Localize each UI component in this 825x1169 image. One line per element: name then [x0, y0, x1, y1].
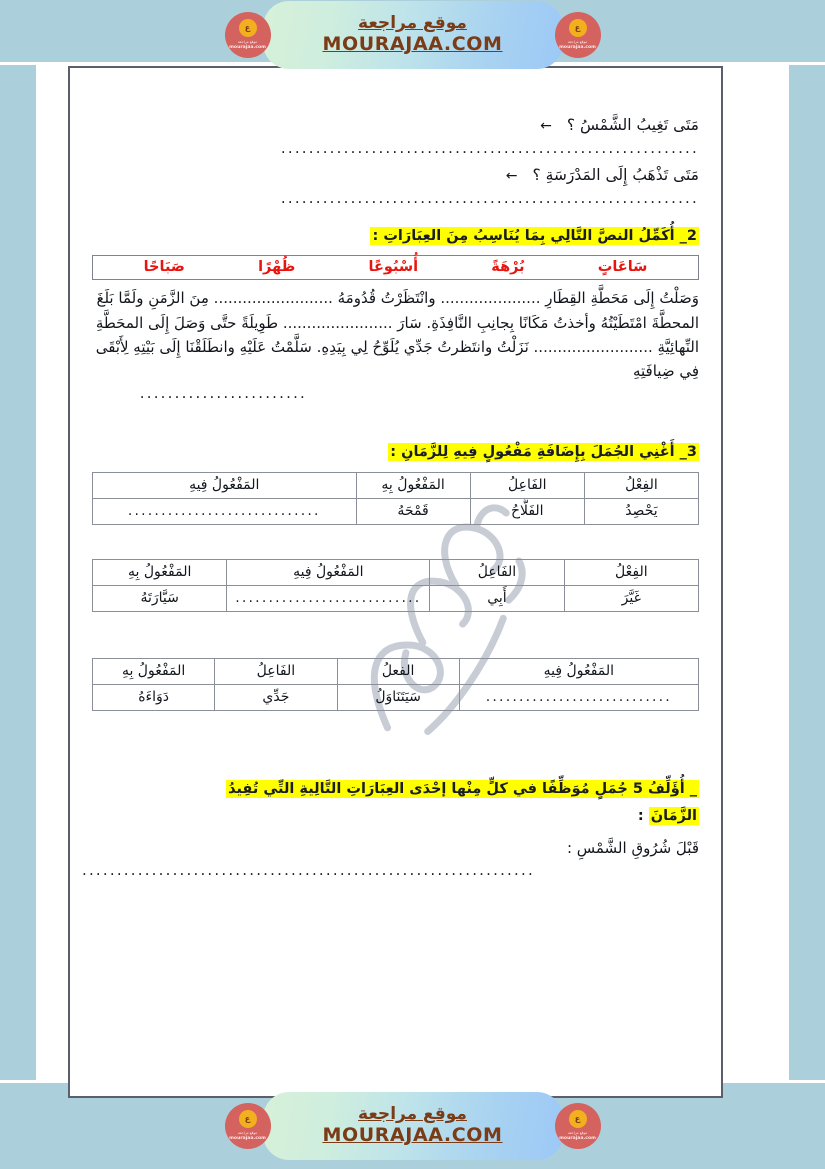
banner-site-url: MOURAJAA.COM — [322, 1124, 503, 1147]
worksheet-sheet — [68, 66, 723, 1098]
right-color-band — [789, 0, 825, 1169]
paragraph-trailing-line[interactable]: ........................ — [139, 383, 307, 402]
table-blank-cell[interactable]: ............................. — [93, 498, 357, 524]
section4-heading-line1: _ أُؤَلِّفُ 5 جُمَلٍ مُوَظِّفًا في كلٍّ مِنْها إحْدَى العِبَارَاتِ التَّالِيةِ التِّي تُفِيدُ — [228, 780, 697, 797]
logo-caption-url: mourajaa.com — [229, 1135, 266, 1141]
grammar-table-2 — [92, 559, 699, 612]
logo-caption — [559, 40, 596, 51]
table-blank-cell[interactable]: ............................ — [459, 684, 698, 710]
logo-badge-icon: ع — [569, 19, 587, 37]
logo-caption-url: mourajaa.com — [559, 44, 596, 50]
paragraph-blank[interactable]: ..................... — [440, 289, 541, 308]
paragraph-blank[interactable]: ......................... — [533, 337, 653, 356]
table-row — [93, 684, 699, 710]
grammar-table-2-wrap — [92, 559, 699, 612]
logo-caption — [229, 40, 266, 51]
banner-pill-top — [263, 1, 563, 69]
arrow-icon: ← — [505, 168, 518, 184]
section4-heading-colon: : — [637, 808, 649, 825]
table-blank-cell[interactable]: ............................ — [227, 585, 430, 611]
section2-heading-block — [92, 224, 699, 249]
answer-line[interactable]: ............................................................ — [280, 139, 699, 158]
table-header-cell: الفِعْلُ — [584, 472, 698, 498]
table-header-cell: الفَاعِلُ — [430, 559, 564, 585]
spacer — [92, 616, 699, 656]
table-cell: يَحْصِدُ — [584, 498, 698, 524]
logo-caption-arabic: موقع مراجعة — [237, 39, 258, 44]
banner-title-arabic: موقع مراجعة — [358, 1104, 467, 1125]
left-color-band — [0, 0, 36, 1169]
vocab-word: صَبَاحًا — [143, 259, 185, 276]
question-row — [92, 114, 699, 137]
question-text: مَتَى تَغِيبُ الشَّمْسُ ؟ — [566, 116, 699, 134]
table-header-row — [93, 559, 699, 585]
section4-heading-block — [92, 777, 699, 802]
table-header-cell: الفعلُ — [337, 658, 459, 684]
table-header-cell: الفَاعِلُ — [215, 658, 337, 684]
spacer — [92, 529, 699, 557]
brand-logo-left — [555, 12, 601, 58]
question-text: مَتَى تَذْهَبُ إِلَى المَدْرَسَةِ ؟ — [532, 166, 699, 184]
table-header-cell: المَفْعُولُ فِيهِ — [459, 658, 698, 684]
vocabulary-word-box — [92, 255, 699, 280]
grammar-table-3-wrap — [92, 658, 699, 711]
section4-answer-line[interactable]: ................................................................. — [82, 861, 535, 880]
paragraph-blank[interactable]: ......................... — [213, 289, 333, 308]
cloze-paragraph — [92, 286, 699, 383]
table-header-cell: المَفْعُولُ بِهِ — [93, 559, 227, 585]
table-cell: جَدِّي — [215, 684, 337, 710]
table-row — [93, 498, 699, 524]
table-cell: سَيَّارَتَهُ — [93, 585, 227, 611]
vocab-word: بُرْهَةً — [491, 259, 525, 276]
banner-pill-bottom — [263, 1092, 563, 1160]
table-row — [93, 585, 699, 611]
spacer — [92, 755, 699, 777]
paragraph-run: نَزَلْتُ وانتَظرتُ جَدِّي يُلَوِّحُ لِي بِيَدِهِ. سَلَّمْتُ عَلَيْهِ وانطَلَقْنَا إِلَى بَيْتِهِ لِأَبْقَى فِي ضِيافَتِهِ — [95, 337, 699, 381]
spacer — [92, 402, 699, 424]
table-cell: سَيَتَنَاوَلُ — [337, 684, 459, 710]
logo-badge-icon: ع — [239, 19, 257, 37]
logo-caption — [229, 1131, 266, 1142]
table-header-row — [93, 658, 699, 684]
top-banner — [0, 0, 825, 70]
section4-heading-block-2 — [92, 804, 699, 829]
table-cell: أَبِي — [430, 585, 564, 611]
logo-caption-url: mourajaa.com — [229, 44, 266, 50]
arrow-icon: ← — [540, 118, 552, 134]
table-header-cell: الفِعْلُ — [564, 559, 698, 585]
logo-badge-icon: ع — [569, 1110, 587, 1128]
section3-heading-block — [92, 440, 699, 465]
vocab-word: سَاعَاتٍ — [597, 259, 648, 276]
paragraph-run: وانْتَظَرْتُ قُدُومَهُ — [332, 289, 441, 308]
logo-badge-icon: ع — [239, 1110, 257, 1128]
brand-logo-right — [225, 1103, 271, 1149]
logo-caption-arabic: موقع مراجعة — [567, 39, 588, 44]
table-header-cell: المَفْعُولُ فِيهِ — [227, 559, 430, 585]
brand-logo-left — [555, 1103, 601, 1149]
logo-caption — [559, 1131, 596, 1142]
section4-heading-line2: الزَّمَانَ — [650, 808, 697, 825]
brand-logo-right — [225, 12, 271, 58]
vocab-word: أُسْبُوعًا — [368, 259, 419, 276]
logo-caption-arabic: موقع مراجعة — [237, 1130, 258, 1135]
grammar-table-1 — [92, 472, 699, 525]
table-header-cell: المَفْعُولُ بِهِ — [356, 472, 470, 498]
table-header-cell: المَفْعُولُ بِهِ — [93, 658, 215, 684]
section3-heading: 3_ أَغْنِي الجُمَلَ بِإِضَافَةِ مَفْعُولٍ فِيهِ لِلزَّمَانِ : — [390, 444, 697, 461]
table-header-cell: المَفْعُولُ فِيهِ — [93, 472, 357, 498]
banner-title-arabic: موقع مراجعة — [358, 13, 467, 34]
paragraph-blank[interactable]: ....................... — [282, 313, 393, 332]
section2-heading: 2_ أُكَمِّلُ النصَّ التَّالِي بِمَا يُنَاسِبُ مِنَ العِبَارَاتِ : — [372, 228, 697, 244]
table-cell: الفَلَّاحُ — [470, 498, 584, 524]
grammar-table-1-wrap — [92, 472, 699, 525]
banner-site-url: MOURAJAA.COM — [322, 33, 503, 56]
top-questions-group — [92, 114, 699, 208]
table-header-row — [93, 472, 699, 498]
logo-caption-url: mourajaa.com — [559, 1135, 596, 1141]
grammar-table-3 — [92, 658, 699, 711]
table-cell: قَمْحَهُ — [356, 498, 470, 524]
bottom-banner — [0, 1091, 825, 1161]
section4-prompt: قَبْلَ شُرُوقِ الشَّمْسِ : — [566, 839, 699, 858]
table-cell: غَيَّرَ — [564, 585, 698, 611]
paragraph-run: طَوِيلَةً حتَّى وَصَلَ إِلَى المحَطَّةِ النِّهائِيَّةِ — [95, 313, 699, 356]
spacer — [92, 715, 699, 755]
vocab-word: ظُهْرًا — [258, 259, 296, 276]
answer-line[interactable]: ............................................................ — [280, 189, 699, 208]
table-header-cell: الفَاعِلُ — [470, 472, 584, 498]
paragraph-run: وَصَلْتُ إِلَى مَحَطَّةِ القِطَارِ — [540, 289, 699, 308]
logo-caption-arabic: موقع مراجعة — [567, 1130, 588, 1135]
worksheet-content — [70, 68, 721, 1096]
table-cell: دَوَاءَهُ — [93, 684, 215, 710]
question-row — [92, 164, 699, 187]
paragraph-run: مِنَ الزَّمَنِ ولَمَّا بَلَغَ المحطَّةَ امْتَطَيْتُهُ وأخذتُ مَكَانًا بِجانِبِ النَّافِذَةِ. سَارَ — [96, 289, 699, 332]
